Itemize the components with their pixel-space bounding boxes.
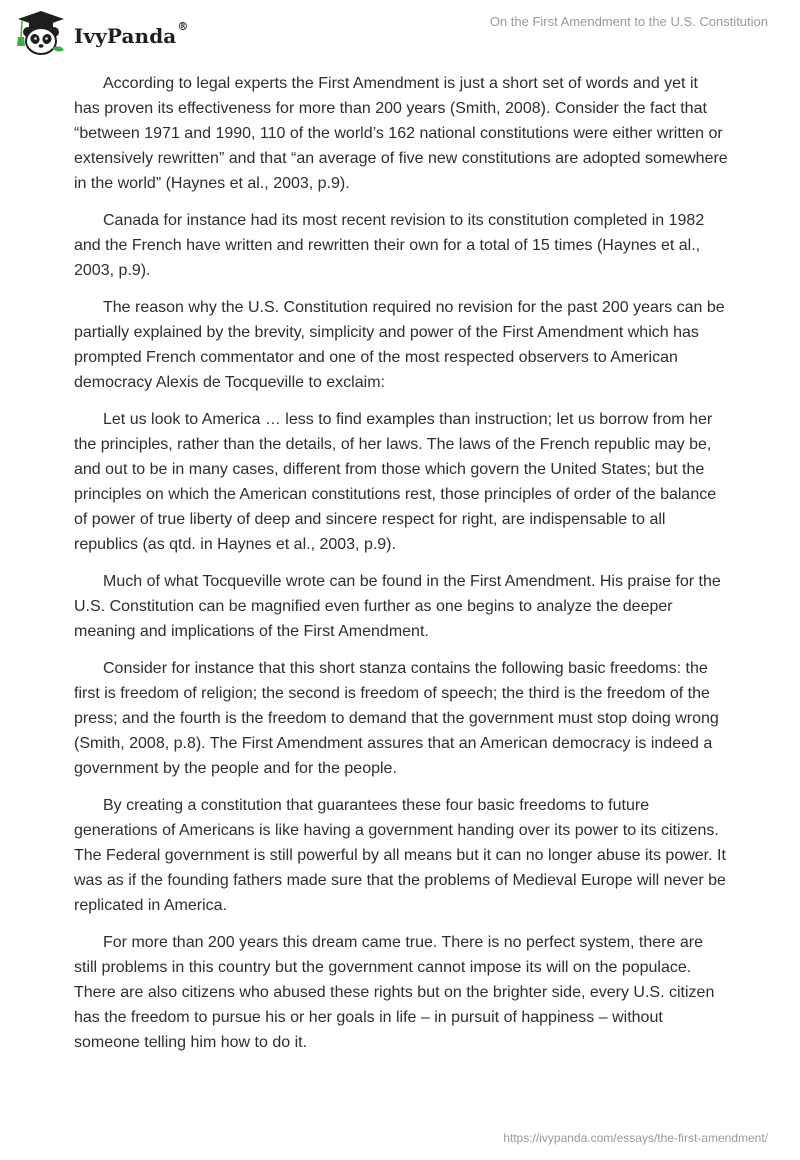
paragraph-2: Canada for instance had its most recent revision to its constitution completed in 1982 and the French have written and rewritten their own for a total of 15 times (Haynes et al., 2003, p.9). [74, 212, 705, 279]
brand-logo[interactable] [14, 8, 188, 58]
block-quote-paragraph: Let us look to America … less to find examples than instruction; let us borrow from her the principles, rather than the details, of her laws. The laws of the French republic may be, and out to be in many cases, different from those which govern the United States; but the principles on which the American constitutions rest, those principles of order of the balance of power of true liberty of deep and sincere respect for right, are indispensable to all republics (as qtd. in Haynes et al., 2003, p.9). [74, 411, 717, 553]
document-title: On the First Amendment to the U.S. Constitution [489, 14, 768, 29]
paragraph-6: Consider for instance that this short stanza contains the following basic freedoms: the first is freedom of religion; the second is freedom of speech; the third is the freedom of the press; and the fourth is the freedom to demand that the government must stop doing wrong (Smith, 2008, p.8). The First Amendment assures that an American democracy is indeed a government by the people and for the people. [74, 660, 719, 777]
paragraph-3: The reason why the U.S. Constitution required no revision for the past 200 years can be partially explained by the brevity, simplicity and power of the First Amendment which has prompted French commentator and one of the most respected observers to American democracy Alexis de Tocqueville to exclaim: [74, 299, 725, 391]
panda-logo-icon [14, 8, 68, 58]
source-url[interactable]: https://ivypanda.com/essays/the-first-amendment/ [503, 1131, 768, 1145]
paragraph-5: Much of what Tocqueville wrote can be found in the First Amendment. His praise for the U.S. Constitution can be magnified even further as one begins to analyze the deeper meaning and implications of the First Amendment. [74, 573, 721, 640]
registered-mark: ® [177, 20, 189, 33]
essay-body [74, 71, 728, 1067]
page-header [0, 0, 800, 66]
paragraph-8: For more than 200 years this dream came true. There is no perfect system, there are still problems in this country but the government cannot impose its will on the populace. There are also citizens who abused these rights but on the brighter side, every U.S. citizen has the freedom to pursue his or her goals in life – in pursuit of happiness – without someone telling him how to do it. [74, 934, 715, 1051]
paragraph-7: By creating a constitution that guarantees these four basic freedoms to future generations of Americans is like having a government handing over its power to its citizens. The Federal government is still powerful by all means but it can no longer abuse its power. It was as if the founding fathers made sure that the problems of Medieval Europe will never be replicated in America. [74, 797, 726, 914]
brand-name: IvyPanda® [74, 20, 189, 48]
paragraph-1: According to legal experts the First Amendment is just a short set of words and yet it has proven its effectiveness for more than 200 years (Smith, 2008). Consider the fact that “between 1971 and 1990, 110 of the world’s 162 national constitutions were either written or extensively rewritten” and that “an average of five new constitutions are adopted somewhere in the world” (Haynes et al., 2003, p.9). [74, 75, 728, 192]
